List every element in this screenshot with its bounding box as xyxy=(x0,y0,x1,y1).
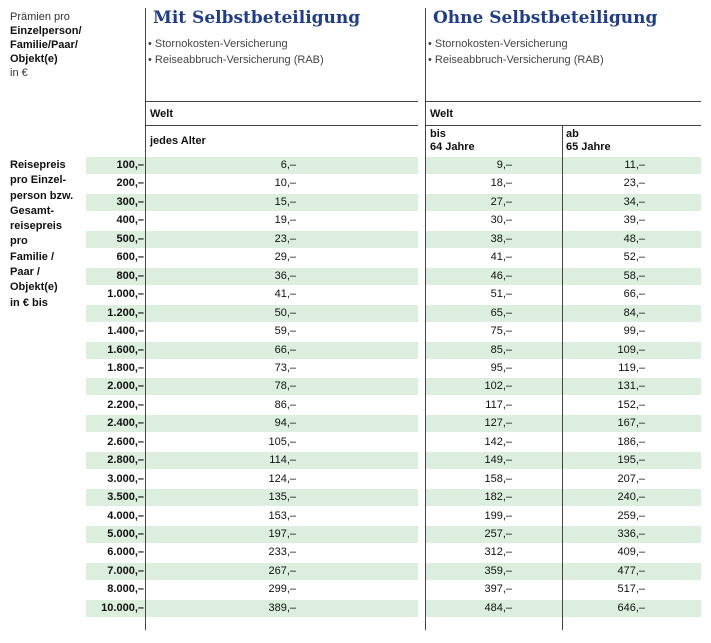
cell-ohne-bis-64: 312,– xyxy=(484,546,512,558)
cell-reisepreis: 3.000,– xyxy=(107,473,144,485)
title-ohne-selbstbeteiligung: Ohne Selbstbeteiligung xyxy=(433,8,658,28)
cell-reisepreis: 400,– xyxy=(116,214,144,226)
cell-ohne-bis-64: 85,– xyxy=(490,344,512,356)
cell-mit-jedes-alter: 19,– xyxy=(274,214,296,226)
age-ab-65-line2: 65 Jahre xyxy=(566,141,611,153)
cell-ohne-bis-64: 51,– xyxy=(490,288,512,300)
cell-mit-jedes-alter: 197,– xyxy=(268,528,296,540)
cell-ohne-ab-65: 58,– xyxy=(623,270,645,282)
cell-ohne-bis-64: 9,– xyxy=(496,159,512,171)
row-label-line: Familie / xyxy=(10,250,55,263)
cell-ohne-bis-64: 27,– xyxy=(490,196,512,208)
bullets-mit xyxy=(148,36,324,68)
cell-ohne-ab-65: 477,– xyxy=(617,565,645,577)
row-label-line: pro Einzel- xyxy=(10,174,67,187)
rule-top-ohne xyxy=(425,101,701,102)
cell-ohne-ab-65: 39,– xyxy=(623,214,645,226)
cell-reisepreis: 2.800,– xyxy=(107,454,144,466)
age-ab-65-line1: ab xyxy=(566,128,579,140)
corner-line-3: Familie/Paar/ xyxy=(10,39,78,51)
cell-mit-jedes-alter: 66,– xyxy=(274,344,296,356)
rule-vertical-age-split xyxy=(562,126,563,630)
cell-ohne-ab-65: 34,– xyxy=(623,196,645,208)
cell-mit-jedes-alter: 36,– xyxy=(274,270,296,282)
cell-ohne-bis-64: 149,– xyxy=(484,454,512,466)
age-bis-64 xyxy=(430,128,475,154)
cell-reisepreis: 2.600,– xyxy=(107,436,144,448)
cell-ohne-bis-64: 75,– xyxy=(490,325,512,337)
cell-mit-jedes-alter: 105,– xyxy=(268,436,296,448)
cell-ohne-ab-65: 409,– xyxy=(617,546,645,558)
cell-mit-jedes-alter: 41,– xyxy=(274,288,296,300)
cell-reisepreis: 100,– xyxy=(116,159,144,171)
cell-reisepreis: 2.000,– xyxy=(107,380,144,392)
cell-ohne-ab-65: 207,– xyxy=(617,473,645,485)
cell-mit-jedes-alter: 73,– xyxy=(274,362,296,374)
cell-ohne-ab-65: 109,– xyxy=(617,344,645,356)
cell-mit-jedes-alter: 23,– xyxy=(274,233,296,245)
cell-ohne-ab-65: 167,– xyxy=(617,417,645,429)
cell-ohne-ab-65: 517,– xyxy=(617,583,645,595)
bullet-mit-rab: • Reiseabbruch-Versicherung (RAB) xyxy=(148,54,324,66)
cell-mit-jedes-alter: 389,– xyxy=(268,602,296,614)
row-label-line: pro xyxy=(10,235,28,248)
cell-ohne-bis-64: 359,– xyxy=(484,565,512,577)
age-ab-65 xyxy=(566,128,611,154)
cell-mit-jedes-alter: 59,– xyxy=(274,325,296,337)
row-label-line: reisepreis xyxy=(10,220,62,233)
corner-line-2: Einzelperson/ xyxy=(10,25,82,37)
cell-reisepreis: 1.400,– xyxy=(107,325,144,337)
cell-mit-jedes-alter: 135,– xyxy=(268,491,296,503)
cell-mit-jedes-alter: 15,– xyxy=(274,196,296,208)
cell-reisepreis: 1.200,– xyxy=(107,307,144,319)
cell-ohne-bis-64: 46,– xyxy=(490,270,512,282)
cell-ohne-ab-65: 131,– xyxy=(617,380,645,392)
row-label-line: Gesamt- xyxy=(10,204,55,217)
cell-ohne-bis-64: 102,– xyxy=(484,380,512,392)
cell-reisepreis: 300,– xyxy=(116,196,144,208)
age-mit: jedes Alter xyxy=(150,135,206,147)
cell-ohne-bis-64: 484,– xyxy=(484,602,512,614)
cell-reisepreis: 6.000,– xyxy=(107,546,144,558)
cell-reisepreis: 4.000,– xyxy=(107,510,144,522)
title-mit-selbstbeteiligung: Mit Selbstbeteiligung xyxy=(153,8,361,28)
cell-ohne-bis-64: 41,– xyxy=(490,251,512,263)
cell-mit-jedes-alter: 50,– xyxy=(274,307,296,319)
age-bis-64-line2: 64 Jahre xyxy=(430,141,475,153)
region-ohne: Welt xyxy=(430,108,454,120)
cell-ohne-bis-64: 199,– xyxy=(484,510,512,522)
cell-ohne-ab-65: 259,– xyxy=(617,510,645,522)
bullet-ohne-rab: • Reiseabbruch-Versicherung (RAB) xyxy=(428,54,604,66)
cell-ohne-bis-64: 127,– xyxy=(484,417,512,429)
cell-mit-jedes-alter: 86,– xyxy=(274,399,296,411)
cell-reisepreis: 7.000,– xyxy=(107,565,144,577)
row-label-line: in € bis xyxy=(10,296,48,309)
cell-ohne-bis-64: 257,– xyxy=(484,528,512,540)
cell-ohne-ab-65: 66,– xyxy=(623,288,645,300)
corner-line-5: in € xyxy=(10,67,28,79)
cell-ohne-ab-65: 240,– xyxy=(617,491,645,503)
age-bis-64-line1: bis xyxy=(430,128,446,140)
cell-reisepreis: 1.600,– xyxy=(107,344,144,356)
cell-mit-jedes-alter: 267,– xyxy=(268,565,296,577)
rule-mid-ohne xyxy=(425,125,701,126)
cell-ohne-bis-64: 117,– xyxy=(485,399,512,411)
cell-mit-jedes-alter: 114,– xyxy=(269,454,296,466)
cell-mit-jedes-alter: 94,– xyxy=(274,417,296,429)
cell-ohne-ab-65: 186,– xyxy=(617,436,645,448)
cell-reisepreis: 8.000,– xyxy=(107,583,144,595)
row-label-line: Paar / xyxy=(10,266,40,279)
bullet-ohne-storno: • Stornokosten-Versicherung xyxy=(428,38,568,50)
row-label-reisepreis xyxy=(10,158,86,311)
cell-reisepreis: 10.000,– xyxy=(101,602,144,614)
bullets-ohne xyxy=(428,36,604,68)
rule-mid-mit xyxy=(145,125,418,126)
cell-reisepreis: 600,– xyxy=(116,251,144,263)
cell-ohne-bis-64: 95,– xyxy=(490,362,512,374)
cell-reisepreis: 1.000,– xyxy=(107,288,144,300)
cell-ohne-ab-65: 152,– xyxy=(617,399,645,411)
cell-ohne-ab-65: 23,– xyxy=(623,177,645,189)
cell-mit-jedes-alter: 153,– xyxy=(268,510,296,522)
cell-ohne-ab-65: 99,– xyxy=(623,325,645,337)
cell-mit-jedes-alter: 78,– xyxy=(274,380,296,392)
cell-ohne-ab-65: 48,– xyxy=(623,233,645,245)
cell-ohne-bis-64: 65,– xyxy=(490,307,512,319)
cell-mit-jedes-alter: 124,– xyxy=(268,473,296,485)
cell-ohne-bis-64: 142,– xyxy=(484,436,512,448)
cell-ohne-ab-65: 646,– xyxy=(617,602,645,614)
cell-mit-jedes-alter: 233,– xyxy=(268,546,296,558)
cell-mit-jedes-alter: 6,– xyxy=(280,159,296,171)
cell-ohne-bis-64: 18,– xyxy=(490,177,512,189)
row-label-line: Objekt(e) xyxy=(10,281,58,294)
cell-reisepreis: 2.200,– xyxy=(107,399,144,411)
cell-ohne-bis-64: 397,– xyxy=(484,583,512,595)
cell-ohne-bis-64: 182,– xyxy=(484,491,512,503)
cell-ohne-bis-64: 30,– xyxy=(490,214,512,226)
cell-mit-jedes-alter: 10,– xyxy=(274,177,296,189)
cell-ohne-ab-65: 195,– xyxy=(617,454,645,466)
cell-reisepreis: 1.800,– xyxy=(107,362,144,374)
corner-line-4: Objekt(e) xyxy=(10,53,58,65)
cell-reisepreis: 2.400,– xyxy=(107,417,144,429)
cell-ohne-bis-64: 38,– xyxy=(490,233,512,245)
corner-line-1: Prämien pro xyxy=(10,11,70,23)
cell-ohne-ab-65: 84,– xyxy=(623,307,645,319)
region-mit: Welt xyxy=(150,108,174,120)
cell-reisepreis: 800,– xyxy=(116,270,144,282)
cell-ohne-ab-65: 11,– xyxy=(624,159,645,171)
rule-top-mit xyxy=(145,101,418,102)
cell-mit-jedes-alter: 29,– xyxy=(274,251,296,263)
cell-ohne-ab-65: 119,– xyxy=(618,362,645,374)
cell-reisepreis: 3.500,– xyxy=(107,491,144,503)
cell-reisepreis: 200,– xyxy=(116,177,144,189)
cell-ohne-ab-65: 52,– xyxy=(623,251,645,263)
row-label-line: Reisepreis xyxy=(10,159,66,171)
cell-reisepreis: 5.000,– xyxy=(107,528,144,540)
cell-ohne-bis-64: 158,– xyxy=(484,473,512,485)
corner-header xyxy=(10,10,138,80)
cell-mit-jedes-alter: 299,– xyxy=(268,583,296,595)
cell-ohne-ab-65: 336,– xyxy=(617,528,645,540)
cell-reisepreis: 500,– xyxy=(116,233,144,245)
bullet-mit-storno: • Stornokosten-Versicherung xyxy=(148,38,288,50)
row-label-line: person bzw. xyxy=(10,189,74,202)
